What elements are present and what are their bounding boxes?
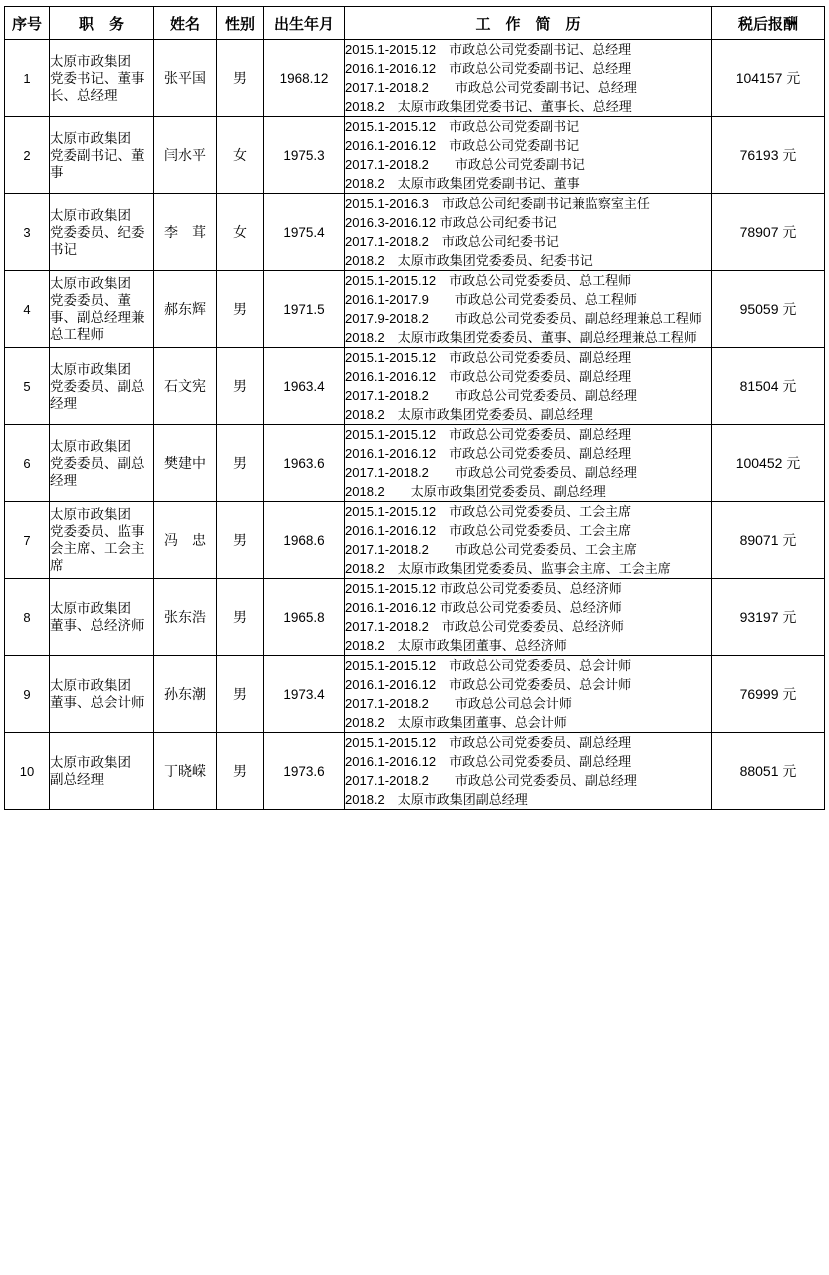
resume-line: 2018.2 太原市政集团党委副书记、董事 [345,176,580,191]
resume-line: 2018.2 太原市政集团党委委员、监事会主席、工会主席 [345,561,671,576]
cell-seq: 7 [5,502,50,579]
cell-resume [345,194,712,271]
cell-sex: 男 [217,40,264,117]
cell-post: 太原市政集团 党委书记、董事长、总经理 [50,40,154,117]
cell-pay: 78907 元 [712,194,825,271]
resume-line: 2017.1-2018.2 市政总公司党委委员、副总经理 [345,465,637,480]
cell-pay: 76193 元 [712,117,825,194]
cell-seq: 9 [5,656,50,733]
cell-birth: 1968.6 [264,502,345,579]
cell-name: 李 茸 [154,194,217,271]
cell-seq: 1 [5,40,50,117]
column-header-resume: 工 作 简 历 [345,7,712,40]
cell-post: 太原市政集团 党委委员、监事会主席、工会主席 [50,502,154,579]
cell-seq: 3 [5,194,50,271]
resume-line: 2017.1-2018.2 市政总公司党委委员、总经济师 [345,619,624,634]
table-row [5,117,825,194]
resume-line: 2017.1-2018.2 市政总公司党委委员、副总经理 [345,388,637,403]
cell-sex: 女 [217,117,264,194]
resume-line: 2016.1-2016.12 市政总公司党委委员、副总经理 [345,754,632,769]
resume-line: 2018.2 太原市政集团党委委员、副总经理 [345,407,593,422]
table-row [5,425,825,502]
resume-line: 2018.2 太原市政集团董事、总经济师 [345,638,567,653]
cell-resume [345,656,712,733]
resume-line: 2017.1-2018.2 市政总公司党委委员、工会主席 [345,542,637,557]
cell-pay: 81504 元 [712,348,825,425]
cell-name: 张东浩 [154,579,217,656]
resume-line: 2017.1-2018.2 市政总公司党委副书记、总经理 [345,80,637,95]
resume-line: 2018.2 太原市政集团党委委员、副总经理 [345,484,606,499]
resume-line: 2015.1-2015.12 市政总公司党委委员、副总经理 [345,427,632,442]
cell-pay: 104157 元 [712,40,825,117]
cell-resume [345,733,712,810]
cell-name: 闫水平 [154,117,217,194]
resume-line: 2018.2 太原市政集团董事、总会计师 [345,715,567,730]
resume-line: 2016.1-2016.12 市政总公司党委委员、总经济师 [345,600,622,615]
cell-pay: 95059 元 [712,271,825,348]
cell-birth: 1975.3 [264,117,345,194]
table-row [5,194,825,271]
cell-sex: 男 [217,425,264,502]
resume-line: 2016.3-2016.12 市政总公司纪委书记 [345,215,557,230]
resume-line: 2015.1-2015.12 市政总公司党委委员、总经济师 [345,581,622,596]
resume-line: 2018.2 太原市政集团党委书记、董事长、总经理 [345,99,632,114]
resume-line: 2016.1-2017.9 市政总公司党委委员、总工程师 [345,292,637,307]
column-header-seq: 序号 [5,7,50,40]
resume-line: 2017.1-2018.2 市政总公司党委委员、副总经理 [345,773,637,788]
cell-resume [345,348,712,425]
table-row [5,656,825,733]
cell-resume [345,579,712,656]
cell-seq: 10 [5,733,50,810]
table-row [5,348,825,425]
resume-line: 2016.1-2016.12 市政总公司党委委员、总会计师 [345,677,632,692]
table-row [5,502,825,579]
cell-post: 太原市政集团 董事、总会计师 [50,656,154,733]
cell-birth: 1973.6 [264,733,345,810]
cell-pay: 100452 元 [712,425,825,502]
resume-line: 2015.1-2015.12 市政总公司党委委员、副总经理 [345,735,632,750]
resume-line: 2016.1-2016.12 市政总公司党委副书记、总经理 [345,61,632,76]
resume-line: 2015.1-2015.12 市政总公司党委委员、副总经理 [345,350,632,365]
resume-line: 2017.9-2018.2 市政总公司党委委员、副总经理兼总工程师 [345,311,702,326]
resume-line: 2016.1-2016.12 市政总公司党委副书记 [345,138,580,153]
cell-resume [345,271,712,348]
resume-line: 2018.2 太原市政集团党委委员、纪委书记 [345,253,593,268]
resume-line: 2015.1-2016.3 市政总公司纪委副书记兼监察室主任 [345,196,650,211]
cell-sex: 男 [217,348,264,425]
cell-pay: 76999 元 [712,656,825,733]
cell-birth: 1965.8 [264,579,345,656]
resume-line: 2015.1-2015.12 市政总公司党委委员、总会计师 [345,658,632,673]
resume-line: 2016.1-2016.12 市政总公司党委委员、工会主席 [345,523,632,538]
resume-line: 2015.1-2015.12 市政总公司党委委员、工会主席 [345,504,632,519]
cell-birth: 1968.12 [264,40,345,117]
cell-name: 丁晓嵘 [154,733,217,810]
cell-resume [345,40,712,117]
cell-seq: 6 [5,425,50,502]
cell-pay: 89071 元 [712,502,825,579]
cell-sex: 男 [217,656,264,733]
cell-name: 冯 忠 [154,502,217,579]
cell-resume [345,117,712,194]
table-body [5,40,825,810]
table-row [5,271,825,348]
resume-line: 2018.2 太原市政集团党委委员、董事、副总经理兼总工程师 [345,330,697,345]
cell-name: 石文宪 [154,348,217,425]
cell-sex: 男 [217,579,264,656]
cell-post: 太原市政集团 党委委员、纪委书记 [50,194,154,271]
cell-sex: 男 [217,271,264,348]
resume-line: 2017.1-2018.2 市政总公司总会计师 [345,696,572,711]
cell-post: 太原市政集团 董事、总经济师 [50,579,154,656]
resume-line: 2015.1-2015.12 市政总公司党委委员、总工程师 [345,273,632,288]
cell-name: 孙东潮 [154,656,217,733]
cell-post: 太原市政集团 党委副书记、董事 [50,117,154,194]
cell-sex: 男 [217,502,264,579]
column-header-name: 姓名 [154,7,217,40]
cell-post: 太原市政集团 副总经理 [50,733,154,810]
cell-birth: 1973.4 [264,656,345,733]
column-header-post: 职 务 [50,7,154,40]
cell-seq: 5 [5,348,50,425]
cell-birth: 1975.4 [264,194,345,271]
cell-pay: 93197 元 [712,579,825,656]
cell-birth: 1971.5 [264,271,345,348]
cell-post: 太原市政集团 党委委员、副总经理 [50,425,154,502]
resume-line: 2016.1-2016.12 市政总公司党委委员、副总经理 [345,369,632,384]
resume-line: 2017.1-2018.2 市政总公司党委副书记 [345,157,585,172]
resume-line: 2016.1-2016.12 市政总公司党委委员、副总经理 [345,446,632,461]
cell-sex: 女 [217,194,264,271]
cell-resume [345,425,712,502]
table-row [5,733,825,810]
cell-post: 太原市政集团 党委委员、副总经理 [50,348,154,425]
resume-line: 2018.2 太原市政集团副总经理 [345,792,528,807]
header-row [5,7,825,40]
cell-seq: 8 [5,579,50,656]
table-row [5,579,825,656]
cell-pay: 88051 元 [712,733,825,810]
column-header-birth: 出生年月 [264,7,345,40]
cell-name: 樊建中 [154,425,217,502]
cell-sex: 男 [217,733,264,810]
column-header-sex: 性别 [217,7,264,40]
cell-post: 太原市政集团 党委委员、董事、副总经理兼总工程师 [50,271,154,348]
resume-line: 2015.1-2015.12 市政总公司党委副书记 [345,119,580,134]
resume-line: 2015.1-2015.12 市政总公司党委副书记、总经理 [345,42,632,57]
executive-compensation-table [4,6,825,810]
cell-seq: 4 [5,271,50,348]
cell-name: 郝东辉 [154,271,217,348]
cell-birth: 1963.6 [264,425,345,502]
cell-resume [345,502,712,579]
cell-seq: 2 [5,117,50,194]
cell-name: 张平国 [154,40,217,117]
table-header [5,7,825,40]
cell-birth: 1963.4 [264,348,345,425]
column-header-pay: 税后报酬 [712,7,825,40]
table-row [5,40,825,117]
resume-line: 2017.1-2018.2 市政总公司纪委书记 [345,234,559,249]
